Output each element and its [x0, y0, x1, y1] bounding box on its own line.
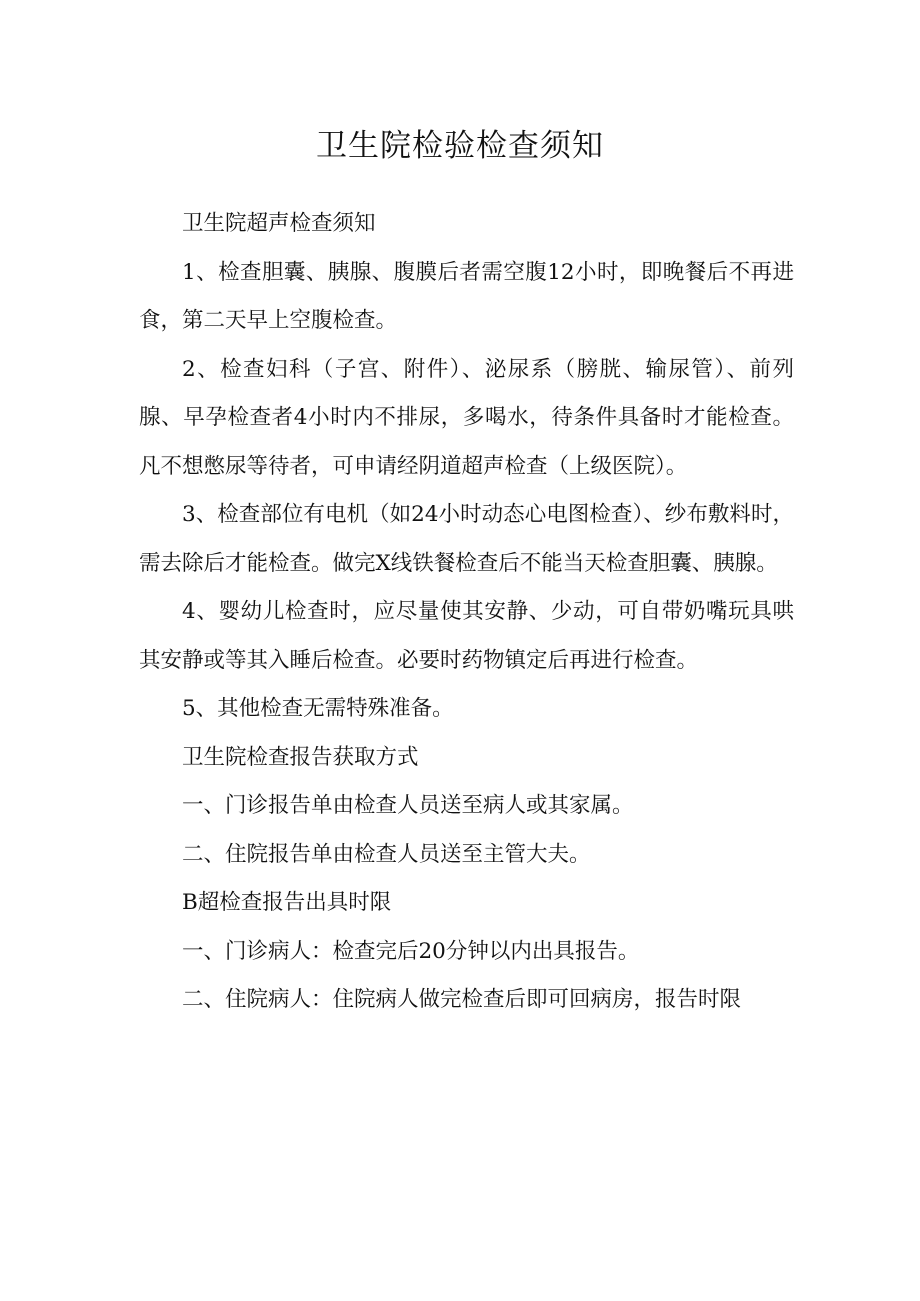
paragraph-time-outpatient: 一、门诊病人：检查完后20分钟以内出具报告。	[182, 938, 640, 964]
paragraph-item-4: 4、婴幼儿检查时，应尽量使其安静、少动，可自带奶嘴玩具哄其安静或等其入睡后检查。必要时药物镇定后再进行检查。	[139, 599, 794, 673]
section-heading-report-time-limit: B超检查报告出具时限	[182, 890, 392, 915]
document-title: 卫生院检验检查须知	[316, 128, 604, 164]
section-heading-report-access: 卫生院检查报告获取方式	[182, 744, 419, 770]
paragraph-report-outpatient: 一、门诊报告单由检查人员送至病人或其家属。	[182, 793, 634, 818]
paragraph-item-3: 3、检查部位有电机（如24小时动态心电图检查）、纱布敷料时，需去除后才能检查。做完X线铁餐检查后不能当天检查胆囊、胰腺。	[139, 502, 794, 576]
paragraph-item-5: 5、其他检查无需特殊准备。	[182, 696, 454, 721]
paragraph-report-inpatient: 二、住院报告单由检查人员送至主管大夫。	[182, 841, 591, 867]
section-heading-ultrasound: 卫生院超声检查须知	[182, 211, 376, 236]
paragraph-time-inpatient: 二、住院病人：住院病人做完检查后即可回病房，报告时限	[182, 987, 742, 1012]
paragraph-item-2: 2、检查妇科（子宫、附件）、泌尿系（膀胱、输尿管）、前列腺、早孕检查者4小时内不排尿，多喝水，待条件具备时才能检查。凡不想憋尿等待者，可申请经阴道超声检查（上级医院）。	[139, 356, 794, 479]
document-body	[139, 200, 794, 1025]
paragraph-item-1: 1、检查胆囊、胰腺、腹膜后者需空腹12小时，即晚餐后不再进食，第二天早上空腹检查。	[139, 259, 794, 333]
